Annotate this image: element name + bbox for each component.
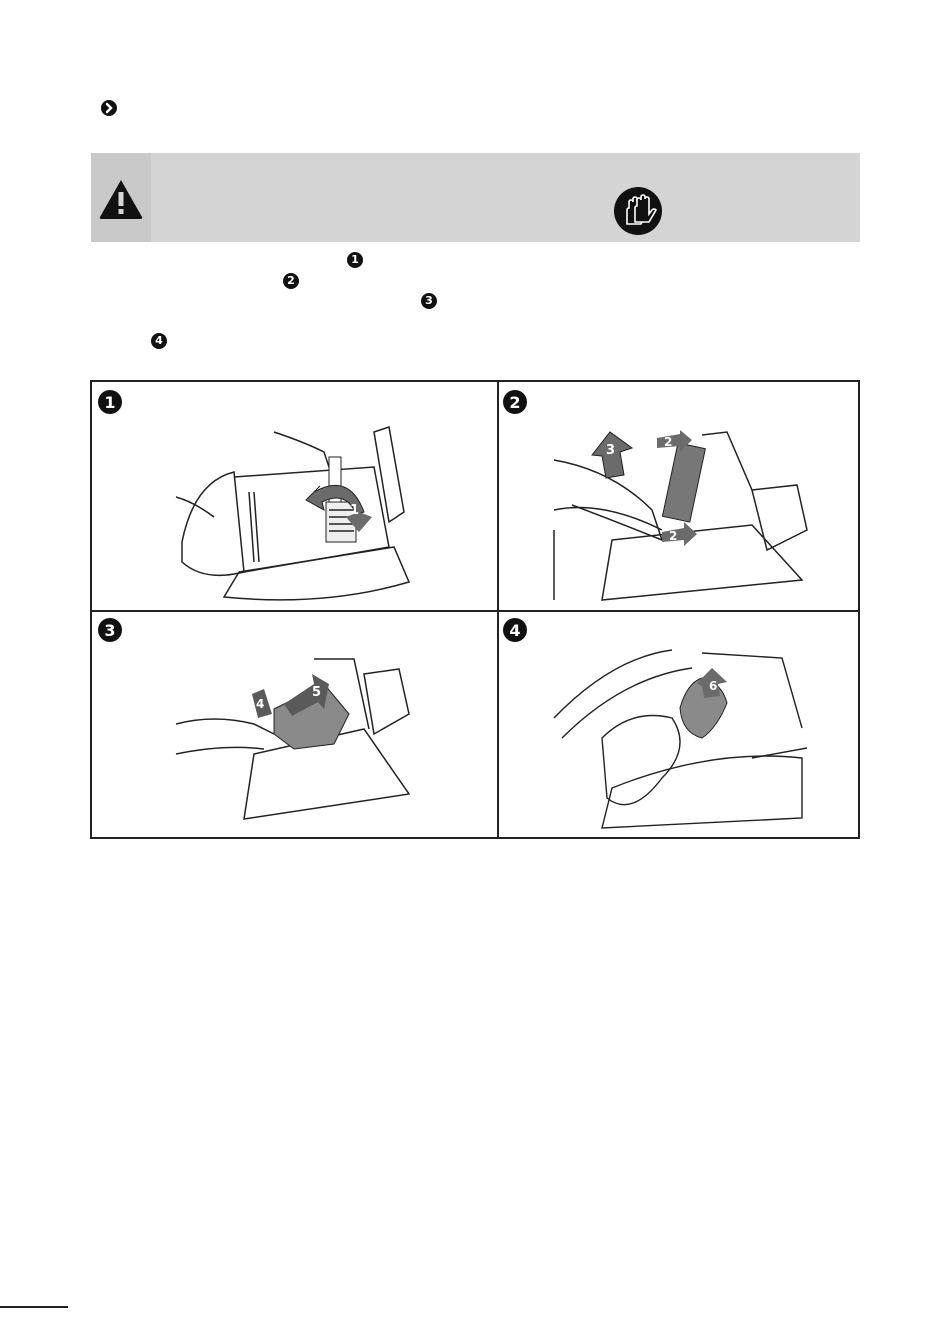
panel-3-number: 3 [98,618,122,642]
step-marker-4: 4 [151,331,167,349]
step-marker-2: 2 [283,271,299,289]
protective-gloves-icon [613,186,663,236]
panel-2-callout-3: 3 [606,443,616,458]
panel-1-callout-1: 1 [350,503,360,518]
step-marker-3: 3 [421,291,437,309]
panel-4-illustration [554,650,807,828]
panel-2-arrow-2b [662,522,697,546]
panel-4-number: 4 [503,618,527,642]
illustration-grid [90,380,860,839]
step-marker-1: 1 [347,250,363,268]
bullet-arrow-icon [100,99,120,119]
grid-divider-horizontal [92,610,858,612]
panel-3-callout-5: 5 [312,685,322,700]
panel-1-illustration [174,422,414,602]
panel-4-callout-6: 6 [709,679,718,693]
warning-triangle-icon [97,177,145,221]
panel-2-filter [662,443,705,522]
panel-2-callout-2b: 2 [669,529,678,543]
panel-2-callout-2a: 2 [664,435,673,449]
panel-3-callout-4: 4 [256,697,265,711]
warning-box [91,153,860,242]
panel-1-number: 1 [98,390,122,414]
panel-2-number: 2 [503,390,527,414]
footer-rule [0,1306,68,1308]
